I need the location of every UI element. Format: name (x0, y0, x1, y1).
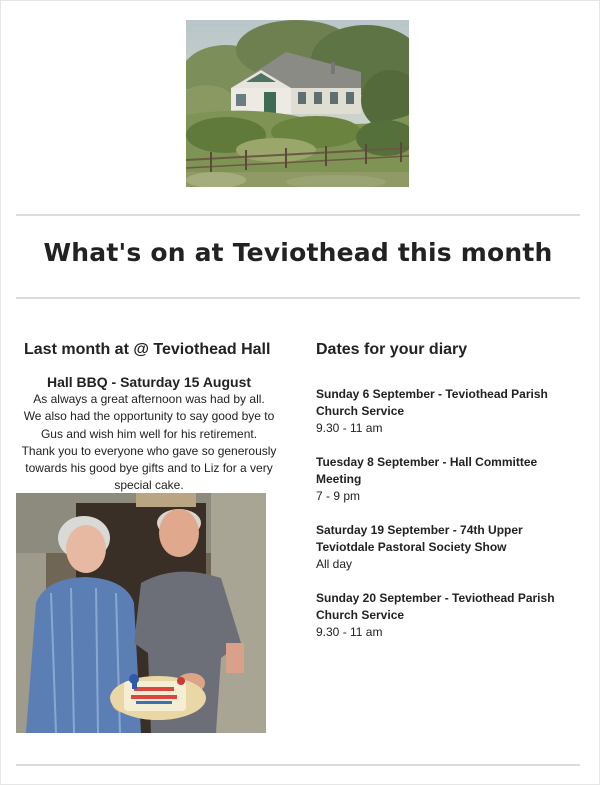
diary-item-time: All day (316, 557, 353, 571)
diary-item (316, 590, 578, 641)
article-line: Thank you to everyone who gave so generously (21, 443, 277, 458)
diary-item-heading: Teviotdale Pastoral Society Show (316, 540, 507, 554)
diary-item-time: 7 - 9 pm (316, 489, 361, 503)
diary-item-heading: Sunday 6 September - Teviothead Parish (316, 387, 548, 401)
diary-item (316, 386, 578, 437)
hall-painting-image (186, 20, 409, 187)
diary-item (316, 522, 578, 573)
divider-middle (16, 297, 580, 299)
diary-item-heading: Meeting (316, 472, 362, 486)
diary-item-heading: Church Service (316, 404, 405, 418)
article-line: We also had the opportunity to say good bye to (23, 409, 275, 424)
last-month-article (16, 374, 282, 495)
diary-item-time: 9.30 - 11 am (316, 625, 383, 639)
diary-title: Dates for your diary (316, 341, 468, 358)
diary-item-heading: Church Service (316, 608, 405, 622)
article-line: towards his good bye gifts and to Liz for a very (25, 461, 273, 476)
diary-item-time: 9.30 - 11 am (316, 421, 383, 435)
divider-bottom (16, 764, 580, 766)
last-month-title: Last month at @ Teviothead Hall (24, 341, 271, 358)
diary-list (316, 386, 578, 658)
divider-top (16, 214, 580, 216)
retirement-cake-photo (16, 493, 266, 733)
diary-item-heading: Saturday 19 September - 74th Upper (316, 523, 523, 537)
diary-item-heading: Tuesday 8 September - Hall Committee (316, 455, 538, 469)
article-line: As always a great afternoon was had by all. (33, 392, 265, 406)
diary-item-heading: Sunday 20 September - Teviothead Parish (316, 591, 555, 605)
article-line: special cake. (114, 478, 184, 493)
article-line: Gus and wish him well for his retirement. (40, 426, 258, 441)
bbq-event-title: Hall BBQ - Saturday 15 August (46, 374, 252, 390)
diary-item (316, 454, 578, 505)
page-headline: What's on at Teviothead this month (43, 238, 553, 267)
